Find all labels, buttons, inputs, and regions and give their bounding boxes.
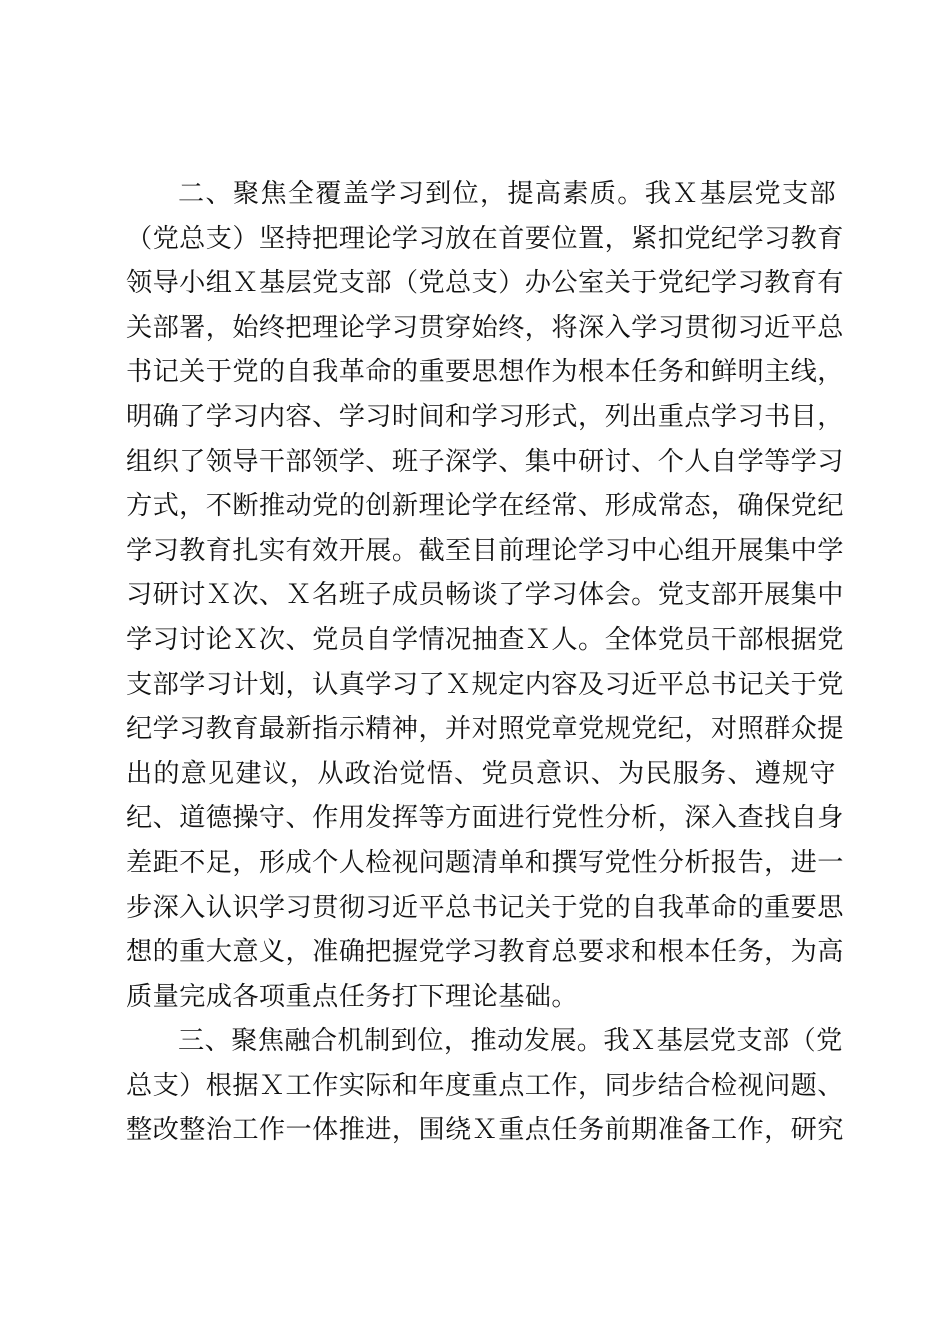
paragraph-section-two xyxy=(126,172,844,1019)
paragraph-line: 习研讨Ｘ次、Ｘ名班子成员畅谈了学习体会。党支部开展集中 xyxy=(126,580,844,611)
paragraph-line: 整改整治工作一体推进，围绕Ｘ重点任务前期准备工作，研究 xyxy=(126,1115,844,1146)
paragraph-line: 关部署，始终把理论学习贯穿始终，将深入学习贯彻习近平总 xyxy=(126,312,844,343)
paragraph-line: 想的重大意义，准确把握党学习教育总要求和根本任务，为高 xyxy=(126,937,844,968)
paragraph-line: 学习教育扎实有效开展。截至目前理论学习中心组开展集中学 xyxy=(126,535,844,566)
paragraph-line: 二、聚焦全覆盖学习到位，提高素质。我Ｘ基层党支部 xyxy=(178,179,836,209)
paragraph-line: 方式，不断推动党的创新理论学在经常、形成常态，确保党纪 xyxy=(126,491,844,522)
paragraph-line: 差距不足，形成个人检视问题清单和撰写党性分析报告，进一 xyxy=(126,847,844,878)
paragraph-line: 出的意见建议，从政治觉悟、党员意识、为民服务、遵规守 xyxy=(126,758,836,789)
paragraph-section-three xyxy=(126,1019,844,1153)
paragraph-line: 领导小组Ｘ基层党支部（党总支）办公室关于党纪学习教育有 xyxy=(126,268,844,299)
paragraph-line: 纪、道德操守、作用发挥等方面进行党性分析，深入查找自身 xyxy=(126,803,844,834)
paragraph-line: （党总支）坚持把理论学习放在首要位置，紧扣党纪学习教育 xyxy=(126,223,844,254)
paragraph-line: 明确了学习内容、学习时间和学习形式，列出重点学习书目， xyxy=(126,401,844,432)
paragraph-line: 质量完成各项重点任务打下理论基础。 xyxy=(126,981,578,1012)
paragraph-line: 总支）根据Ｘ工作实际和年度重点工作，同步结合检视问题、 xyxy=(126,1070,844,1101)
paragraph-line: 步深入认识学习贯彻习近平总书记关于党的自我革命的重要思 xyxy=(126,892,844,923)
paragraph-line: 支部学习计划，认真学习了Ｘ规定内容及习近平总书记关于党 xyxy=(126,669,844,700)
paragraph-line: 书记关于党的自我革命的重要思想作为根本任务和鲜明主线， xyxy=(126,357,844,388)
paragraph-line: 组织了领导干部领学、班子深学、集中研讨、个人自学等学习 xyxy=(126,446,844,477)
document-body xyxy=(126,172,844,1153)
paragraph-line: 三、聚焦融合机制到位，推动发展。我Ｘ基层党支部（党 xyxy=(178,1026,843,1057)
paragraph-line: 纪学习教育最新指示精神，并对照党章党规党纪，对照群众提 xyxy=(126,714,844,745)
paragraph-line: 学习讨论Ｘ次、党员自学情况抽查Ｘ人。全体党员干部根据党 xyxy=(126,624,844,655)
